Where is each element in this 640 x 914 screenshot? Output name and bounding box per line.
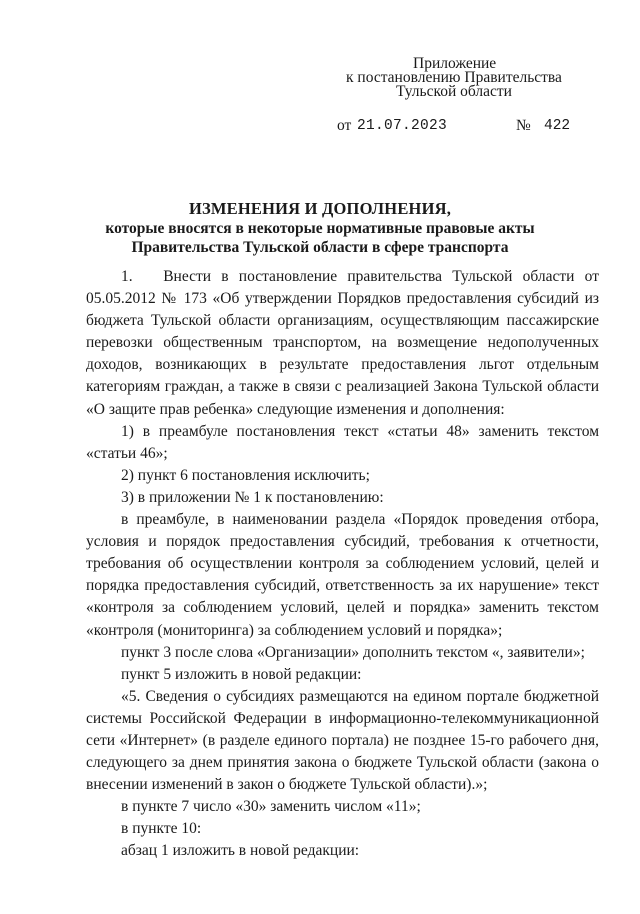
paragraph-10: в пункте 10: xyxy=(121,820,202,838)
title-line-1: ИЗМЕНЕНИЯ И ДОПОЛНЕНИЯ, xyxy=(188,199,452,218)
paragraph-11: абзац 1 изложить в новой редакции: xyxy=(121,842,360,860)
appendix-line-2: к постановлению Правительства xyxy=(346,69,562,86)
date-number-stamp xyxy=(0,117,640,137)
title-line-2: которые вносятся в некоторые нормативные правовые акты xyxy=(105,220,535,237)
number-label: № xyxy=(516,117,531,134)
date-label: от xyxy=(337,117,352,134)
paragraph-7: пункт 5 изложить в новой редакции: xyxy=(121,665,362,683)
paragraph-9: в пункте 7 число «30» заменить числом «11»; xyxy=(121,798,421,816)
document-number: 422 xyxy=(544,118,571,134)
document-date: 21.07.2023 xyxy=(357,118,448,134)
document-title xyxy=(80,199,560,257)
paragraph-4: 3) в приложении № 1 к постановлению: xyxy=(121,488,384,506)
title-line-3: Правительства Тульской области в сфере транспорта xyxy=(131,239,509,256)
paragraph-5: в преамбуле, в наименовании раздела «Порядок проведения отбора, условия и порядок предоставления субсидий, требования к отчетности, требования об осуществлении контроля за соблюдением условий, целей и порядка предоставления субсидий, ответственность за их нарушение» текст «контроля за соблюдением условий, целей и порядка» заменить текстом «контроля (мониторинга) за соблюдением условий и порядка»; xyxy=(86,511,599,639)
paragraph-3: 2) пункт 6 постановления исключить; xyxy=(121,466,370,484)
appendix-line-3: Тульской области xyxy=(396,83,512,100)
paragraph-1: 1. Внести в постановление правительства Тульской области от 05.05.2012 № 173 «Об утверждении Порядков предоставления субсидий из бюджета Тульской области организациям, осуществляющим пассажирские перевозки общественным транспортом, на возмещение недополученных доходов, возникающих в результате предоставления льгот отдельным категориям граждан, а также в связи с реализацией Закона Тульской области «О защите прав ребенка» следующие изменения и дополнения: xyxy=(86,268,599,418)
paragraph-8: «5. Сведения о субсидиях размещаются на едином портале бюджетной системы Российской Федерации в информационно-телекоммуникационной сети «Интернет» (в разделе единого портала) не позднее 15-го рабочего дня, следующего за днем принятия закона о бюджете Тульской области (закона о внесении изменений в закон о бюджете Тульской области).»; xyxy=(86,687,599,794)
appendix-line-1: Приложение xyxy=(413,55,497,72)
paragraph-2: 1) в преамбуле постановления текст «статьи 48» заменить текстом «статьи 46»; xyxy=(86,422,599,462)
paragraph-6: пункт 3 после слова «Организации» дополнить текстом «, заявители»; xyxy=(121,643,585,661)
document-body xyxy=(86,266,599,863)
